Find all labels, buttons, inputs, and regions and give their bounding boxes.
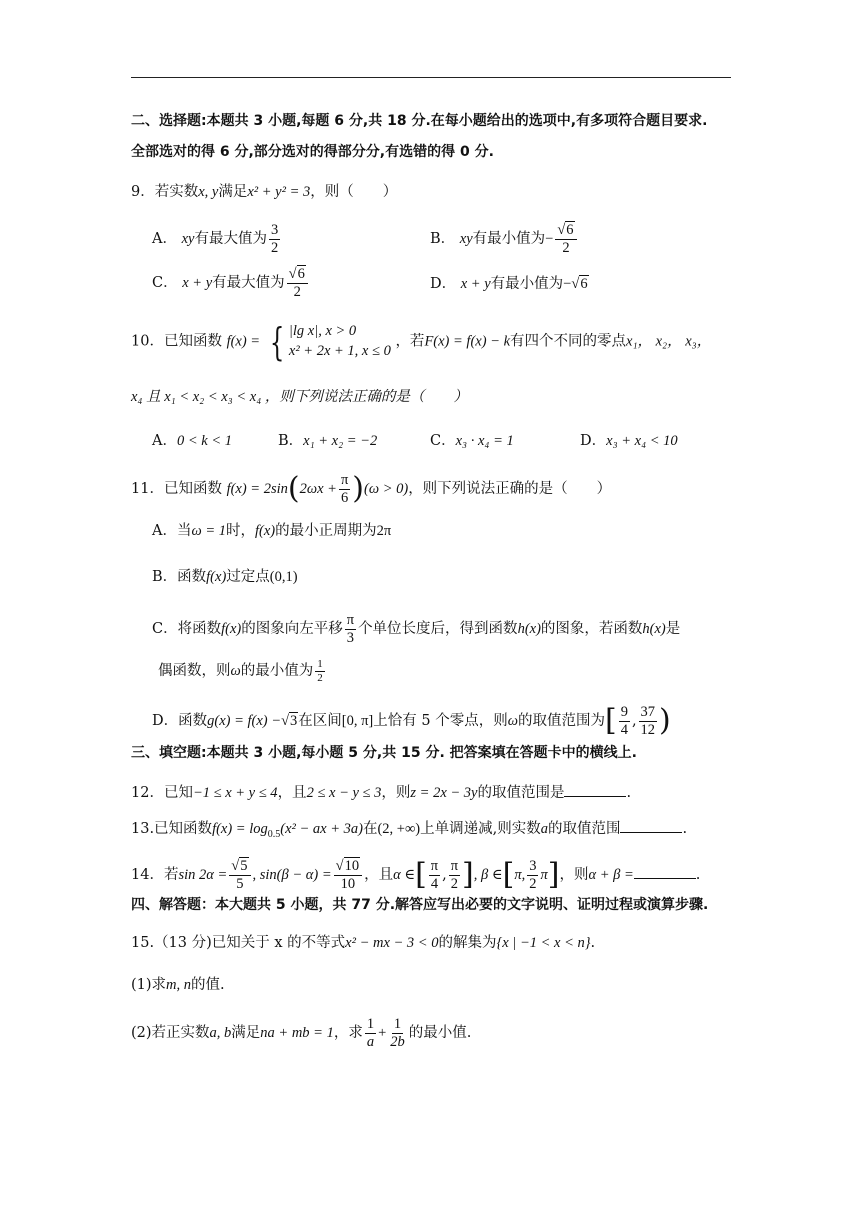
q11-stem-text: 11．已知函数 [131,481,222,498]
q11-option-c-three: 3 [346,629,355,646]
q11-option-c-cont-text2: 的最小值为 [240,663,314,680]
q14-text2: ，且 [364,867,394,884]
q10-option-c [430,434,514,449]
q13-math2: (x² − ax + 3a) [280,821,363,837]
q14-math2: , sin(β − α) = [252,867,332,884]
q14-frac-sqrt5 [229,858,250,892]
q15-part-2-text1: (2)若正实数 [131,1025,210,1042]
q10-stem-line2-text: x₄ 且 x₁ < x₂ < x₃ < x₄ ，则下列说法正确的是（ ） [131,389,468,405]
q14: 14．若sin 2α = $\frac{√5}{5}$ , sin(β − α) = $\frac{√10}{10}$ ，且α ∈[ $\frac{\pi}{4}$ , $\frac{\pi}{2}$ ], β ∈[π, $\frac{3}{2}$ π]，则α + β = . [131,857,701,893]
q12-text4: 的取值范围是 [477,785,565,801]
q9-vars: x, y [198,184,219,200]
q10-option-c-label: C． [430,433,456,449]
q11-option-d-text2: 在区间 [298,713,342,730]
q14-three-halves-den: 2 [529,875,537,892]
q9-option-a-text: 有最大值为 [194,231,267,248]
q9-option-b-var: xy [459,231,473,248]
q14-pi-over-2 [449,858,460,892]
header-rule [131,77,731,78]
q9-option-a-fraction [269,222,280,256]
q11-stem-text2: ，则下列说法正确的是（ ） [408,481,612,498]
q10-piecewise: { |lg x|, x > 0 x² + 2x + 1, x ≤ 0 [269,319,391,364]
q11-option-c-pi-over-3 [345,612,356,646]
q9-option-b-fraction [555,222,576,256]
q14-sqrt10: √10 [335,858,360,874]
q14-sqrt5: √5 [231,858,248,874]
q14-math1: sin 2α = [178,867,228,884]
q11-option-c-text1: C．将函数 [152,621,222,638]
q9-option-c-fraction [287,266,308,300]
q11-option-c-text4: 的图象，若函数 [540,621,643,638]
q11-option-a-math2: f(x) [255,523,276,539]
q11-option-a-text3: 的最小正周期为 [275,523,377,539]
q11-option-c-cont-num: 1 [317,658,323,670]
q11-option-d-frac2 [639,704,658,738]
q11-six: 6 [340,489,349,506]
q12-text1: 12．已知 [131,785,193,801]
q10-stem-line2 [131,390,468,405]
q15-part-2-frac1-num: 1 [366,1016,375,1032]
section-2-heading [131,114,707,128]
q12-text3: ，则 [381,785,411,801]
q11-option-b-text2: 过定点 [226,569,270,585]
q13 [131,820,688,840]
section-3-heading-text: 三、填空题:本题共 3 小题,每小题 5 分,共 15 分. 把答案填在答题卡中的横线上. [131,745,637,761]
q15-part-2 [131,1016,471,1050]
q10-option-d-label: D． [580,433,607,449]
q9-option-c-var: x + y [182,275,213,292]
q11-stem: 11．已知函数 f(x) = 2sin(2ωx + $\frac{\pi}{6}$ )(ω > 0)，则下列说法正确的是（ ） [131,471,612,507]
q9-option-a-var: xy [181,231,195,248]
q10-option-b-label: B． [278,433,304,449]
q10-stem-text: 10．已知函数 [131,333,222,350]
q10-case-2: x² + 2x + 1, x ≤ 0 [288,342,391,359]
q14-three-halves-num: 3 [529,858,537,874]
q9-option-a [152,222,282,256]
q14-sqrt5-radicand: 5 [240,858,248,874]
q14-math5: π, [514,867,526,884]
q9-option-b-label: B． [430,231,456,248]
q11-option-a-text1: A．当 [152,523,192,539]
section-4-heading-text: 四、解答题：本大题共 5 小题，共 77 分.解答应写出必要的文字说明、证明过程或演算步骤. [131,897,709,913]
section-2-heading-text: 二、选择题:本题共 3 小题,每题 6 分,共 18 分.在每小题给出的选项中,有多项符合题目要求. [131,113,708,129]
q9-option-d-sqrt: √6 [571,276,588,292]
q9-option-d-var: x + y [460,276,491,292]
q14-math4: , β ∈ [473,867,503,884]
q14-answer-blank[interactable] [634,866,696,879]
q9-option-b-num [555,222,576,240]
q9-option-d-radicand: 6 [580,276,588,292]
q11-condition: (ω > 0) [364,481,409,498]
q15-part-2-plus: + [378,1025,387,1042]
q9-stem-text: 9．若实数 [131,184,199,200]
section-3-heading [131,746,637,760]
q9-option-c-den: 2 [293,283,301,300]
q11-option-c-pi: π [346,612,355,628]
q9-option-a-label: A． [152,231,177,248]
q15-math2: {x | −1 < x < n} [496,935,591,951]
q11-option-d-frac1 [619,704,630,738]
q15-part-1 [131,978,225,993]
q14-sqrt10-radicand: 10 [344,858,360,874]
q13-text4: 的取值范围 [547,821,621,837]
q9-stem-text3: ，则（ ） [310,184,398,200]
q9-option-c-sqrt: √6 [288,266,305,282]
q9-option-b-sign: − [545,231,554,248]
q14-pi-over-4 [429,858,440,892]
q10-F-def: F(x) = f(x) − k [424,333,511,350]
q11-f-pre: f(x) = 2sin [226,481,288,498]
q14-frac-sqrt10-den: 10 [340,875,356,892]
q11-option-c-cont-fraction [315,658,325,684]
q14-frac-sqrt10 [334,858,362,892]
q10-case-1: |lg x|, x > 0 [288,323,357,339]
q14-pi-over-2-num: π [450,858,459,874]
q11-option-d-math3: ω [507,713,518,730]
q11-option-c-math2: h(x) [517,621,541,638]
q11-option-d: D．函数g(x) = f(x) −√3在区间[0, π]上恰有 5 个零点，则ω的取值范围为[ $\frac{9}{4}$ , $\frac{37}{12}$ ) [152,703,671,739]
q15-part-1-text2: 的值. [191,977,225,993]
q14-three-halves [527,858,538,892]
q9-option-c-num [287,266,308,284]
q11-option-a-math3: 2π [376,523,392,539]
q10-option-b [278,434,377,449]
q11-option-d-den2: 12 [640,721,656,738]
q14-frac-sqrt10-num [334,858,362,876]
q9-option-b-radicand: 6 [566,222,574,238]
q13-text2: 在 [362,821,378,837]
q12-answer-blank[interactable] [564,784,626,797]
q11-option-a-text2: 时， [226,523,256,539]
q11-arg: 2ωx + [299,481,337,498]
q10-f-def: f(x) = [226,333,261,350]
q11-option-b-math2: (0,1) [269,569,298,585]
q9-option-d-text: 有最小值为 [490,276,564,292]
q12-math3: z = 2x − 3y [410,785,478,801]
q11-option-c-cont-den: 2 [317,671,323,684]
q9-option-c-radicand: 6 [297,266,305,282]
q15-part-2-text3: ，求 [333,1025,363,1042]
q11-option-c-text5: 是 [665,621,681,638]
q15-text1: 15.（13 分)已知关于 x 的不等式 [131,935,346,951]
q15-part-2-text2: 满足 [231,1025,261,1042]
q9-option-c-text: 有最大值为 [212,275,285,292]
q14-frac-sqrt5-num [229,858,250,876]
q14-period: . [695,867,701,884]
q11-option-d-text1: D．函数 [152,713,208,730]
q11-option-d-math2: [0, π] [341,713,374,730]
q11-option-c [152,612,680,646]
q15-part-2-frac1 [365,1016,376,1050]
q13-period: . [682,821,688,837]
q15-part-2-frac2-den: 2b [390,1033,405,1050]
q10-option-b-math: x₁ + x₂ = −2 [303,433,378,449]
q9-option-a-num: 3 [270,222,279,238]
q10-option-d-math: x₃ + x₄ < 10 [606,433,678,449]
q11-option-c-cont-math: ω [230,663,241,680]
q10-option-a-math: 0 < k < 1 [176,433,232,449]
q12-period: . [626,785,632,801]
q13-text3: 上单调递减,则实数 [420,821,541,837]
q15-part-2-frac1-den: a [366,1033,375,1050]
q14-text1: 14．若 [131,867,179,884]
q11-option-d-num2: 37 [640,704,656,720]
q11-option-d-radicand: 3 [290,713,298,730]
q13-text1: 13.已知函数 [131,821,213,837]
q14-math6: π [540,867,548,884]
q10-option-c-math: x₃ · x₄ = 1 [455,433,514,449]
q12-math1: −1 ≤ x + y ≤ 4 [192,785,278,801]
q9-option-d-sign: − [563,276,572,292]
q11-option-b-text1: B．函数 [152,569,207,585]
q13-math1: f(x) = log [212,821,268,837]
section-4-heading [131,898,708,912]
q11-option-d-text4: 的取值范围为 [517,713,605,730]
q13-math3: (2, +∞) [377,821,421,837]
q14-math7: α + β = [588,867,634,884]
q11-option-a [152,524,391,539]
q13-log-base: 0.5 [267,828,281,840]
q10-option-a-label: A． [152,433,177,449]
q12 [131,784,631,801]
q15-stem [131,936,595,951]
q15-text2: 的解集为 [438,935,497,951]
q12-text2: ，且 [277,785,307,801]
q15-part-2-frac2 [388,1016,407,1050]
q9-option-b [430,222,579,256]
q11-option-c-math1: f(x) [221,621,242,638]
q9-option-d [430,277,589,292]
q15-part-2-math2: na + mb = 1 [260,1025,334,1042]
q9-option-b-den: 2 [562,239,570,256]
q10-option-a [152,434,232,449]
q15-part-2-frac2-num: 1 [393,1016,402,1032]
q11-option-a-math1: ω = 1 [191,523,227,539]
q15-text3: . [590,935,596,951]
q9-option-b-sqrt: √6 [557,222,574,238]
q11-option-c-math3: h(x) [642,621,666,638]
q11-option-c-cont [158,658,327,684]
q11-option-d-num1: 9 [620,704,628,720]
q9-stem-text2: 满足 [218,184,248,200]
q14-pi-over-2-den: 2 [450,875,458,892]
q11-option-c-text3: 个单位长度后，得到函数 [358,621,518,638]
q14-text3: ，则 [559,867,589,884]
q10-stem [131,319,712,364]
section-2-heading-cont [131,145,494,159]
q15-part-1-text1: (1)求 [131,977,167,993]
q14-frac-sqrt5-den: 5 [236,875,244,892]
q10-option-d [580,434,678,449]
q10-stem-text3: 有四个不同的零点 [510,333,627,350]
q9-option-b-text: 有最小值为 [472,231,546,248]
q11-pi-over-6 [339,472,350,506]
q12-math2: 2 ≤ x − y ≤ 3 [306,785,382,801]
q11-option-b-math1: f(x) [206,569,227,585]
q11-option-c-text2: 的图象向左平移 [241,621,343,638]
q11-option-d-math1: g(x) = f(x) − [207,713,282,730]
q13-answer-blank[interactable] [620,820,682,833]
q11-pi: π [340,472,349,488]
q15-part-2-math1: a, b [209,1025,232,1042]
q9-stem [131,185,397,200]
q15-part-2-text4: 的最小值. [408,1025,472,1042]
q11-option-d-den1: 4 [620,721,628,738]
q13-math4: a [540,821,548,837]
q10-zeros: x₁， x₂， x₃， [626,333,712,350]
q9-option-d-label: D． [430,276,457,292]
q15-part-1-math: m, n [166,977,192,993]
q9-option-c [152,266,310,300]
q11-option-b [152,570,298,585]
q9-option-c-label: C． [152,275,178,292]
q14-pi-over-4-num: π [430,858,439,874]
q11-option-c-cont-text1: 偶函数，则 [158,663,231,680]
q11-option-d-text3: 上恰有 5 个零点，则 [373,713,508,730]
q14-math3: α ∈ [393,867,416,884]
q15-math1: x² − mx − 3 < 0 [345,935,439,951]
q11-option-d-sqrt: √3 [281,713,298,730]
q9-equation: x² + y² = 3 [247,184,311,200]
q9-option-a-den: 2 [270,239,279,256]
q14-pi-over-4-den: 4 [430,875,439,892]
q10-stem-text2: ，若 [395,333,425,350]
section-2-heading-cont-text: 全部选对的得 6 分,部分选对的得部分分,有选错的得 0 分. [131,144,494,160]
